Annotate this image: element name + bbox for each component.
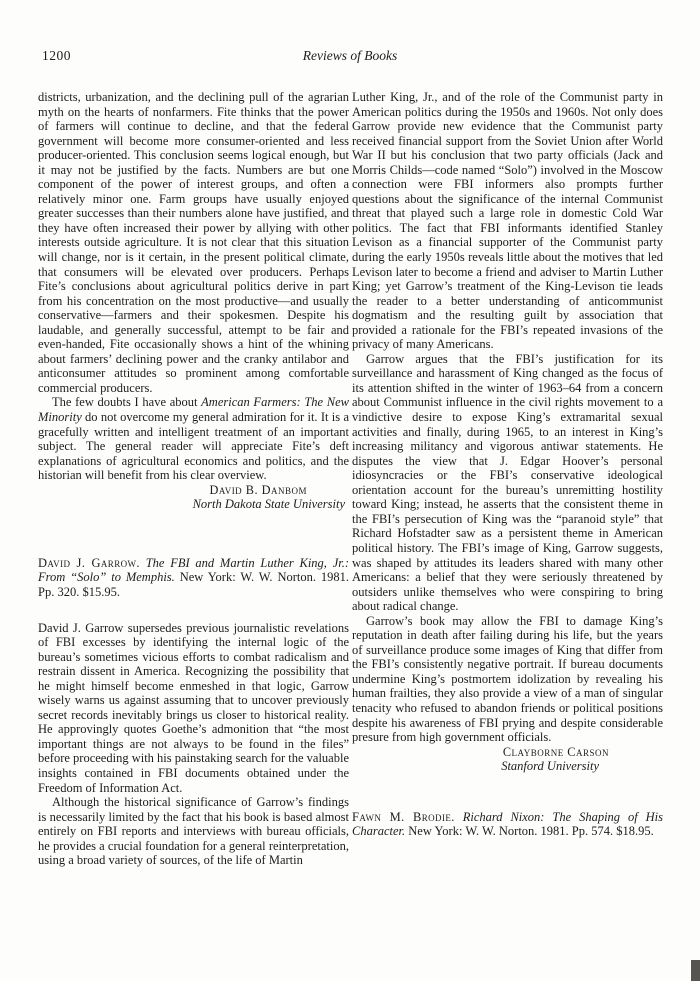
page-header: [0, 48, 700, 64]
citation-imprint: New York: W. W. Norton. 1981. Pp. 574. $18.95.: [408, 824, 654, 839]
reviewer-signature: [352, 745, 663, 774]
paragraph: [38, 395, 349, 482]
reviewer-name: Clayborne Carson: [502, 744, 609, 759]
book-citation: [38, 556, 349, 600]
left-column: [38, 90, 349, 868]
reviewer-affiliation: Stanford University: [501, 759, 599, 774]
reviewer-name: David B. Danbom: [209, 482, 307, 497]
citation-author: Fawn M. Brodie.: [352, 809, 455, 824]
book-citation: [352, 810, 663, 839]
paragraph-text: The few doubts I have about: [52, 395, 202, 410]
citation-imprint: New York: W. W. Norton. 1981. Pp. 320. $15.95.: [38, 570, 350, 599]
scan-edge-artifact: [691, 960, 700, 981]
paragraph: Garrow’s book may allow the FBI to damage King’s reputation in death after failing during his life, but the years of surveillance produce some images of King that differ from the FBI’s consistently negative portrait. If bureau documents undermine King’s postmortem idolization by revealing his human frailties, they also provide a view of a man of singular tenacity who refused to abandon friends or political positions despite his awareness of FBI prying and despite considerable presure from high government officials.: [352, 613, 663, 745]
paragraph: David J. Garrow supersedes previous journalistic revelations of FBI excesses by identifying the internal logic of the bureau’s sometimes vicious efforts to combat radicalism and restrain dissent in America. Recognizing the possibility that he might himself become enmeshed in that logic, Garrow wisely warns us against assuming that to uncover previously secret records inevitably brings us closer to historical reality. He approvingly quotes Goethe’s admonition that “the most important things are not always to be found in the files” before proceeding with his painstaking search for the valuable insights contained in FBI documents obtained under the Freedom of Information Act.: [38, 620, 349, 795]
paragraph: Garrow argues that the FBI’s justification for its surveillance and harassment of King changed as the focus of its attention shifted in the winter of 1963–64 from a concern about Communist influence in the civil rights movement to a vindictive desire to expose King’s extramarital sexual activities and finally, during 1965, to an interest in King’s increasing militancy and vigorous antiwar statements. He disputes the view that J. Edgar Hoover’s personal idiosyncracies or the FBI’s conservative ideological orientation account for the bureau’s unremitting hostility toward King; instead, he asserts that the consistent theme in the FBI’s persecution of King was the “paranoid style” that Richard Hofstadter saw as a persistent theme in American political history. The FBI’s image of King, Garrow suggests, was shaped by attitudes its leaders shared with many other Americans: a belief that they were seriously threatened by outsiders unlike themselves who were conspiring to bring about radical change.: [352, 351, 663, 614]
reviewer-affiliation: North Dakota State University: [192, 497, 345, 512]
citation-title: The FBI and Martin Luther King, Jr.: From “Solo” to Memphis.: [38, 555, 350, 585]
reviewer-signature: [38, 483, 349, 512]
running-title: Reviews of Books: [302, 48, 398, 63]
paragraph-continuation: districts, urbanization, and the declining pull of the agrarian myth on the hearts of nonfarmers. Fite thinks that the power of farmers will continue to decline, and that the federal government will become more consumer-oriented and less producer-oriented. This conclusion seems logical enough, but it may not be justified by the facts. Numbers are but one component of the power of interest groups, and often a relatively minor one. Farm groups have usually enjoyed greater successes than their numbers alone have justified, and they have often increased their power by allying with other interests outside agriculture. It is not clear that this situation will change, nor is it certain, in the present political climate, that consumers will be elevated over producers. Perhaps Fite’s conclusions about agricultural politics derive in part from his concentration on the most productive—and usually conservative—farmers and their spokesmen. Despite his laudable, and generally successful, attempt to be fair and even-handed, Fite occasionally shows a hint of the whining about farmers’ declining power and the cranky antilabor and anticonsumer attitudes so prominent among comfortable commercial producers.: [38, 90, 349, 395]
citation-author: David J. Garrow.: [38, 555, 140, 570]
citation-title: Richard Nixon: The Shaping of His Character.: [352, 809, 663, 839]
paragraph-text: do not overcome my general admiration for it. It is a gracefully written and intelligent treatment of an important subject. The general reader will appreciate Fite’s deft explanations of agricultural economics and politics, and the historian will benefit from his clear overview.: [38, 410, 349, 483]
right-column: [352, 90, 663, 839]
paragraph-continuation: Luther King, Jr., and of the role of the Communist party in American politics during the 1950s and 1960s. Not only does Garrow provide new evidence that the Communist party received financial support from the Soviet Union after World War II but his conclusion that two party officials (Jack and Morris Childs—code named “Solo”) involved in the Moscow connection were FBI informers also prompts further questions about the significance of the internal Communist threat that played such a large role in domestic Cold War politics. The fact that FBI informants identified Stanley Levison as a financial supporter of the Communist party during the early 1950s reveals little about the motives that led Levison later to become a friend and adviser to Martin Luther King; yet Garrow’s treatment of the King-Levison tie leads the reader to a better understanding of anticommunist dogmatism and the resulting guilt by association that provided a rationale for the FBI’s repeated invasions of the privacy of many Americans.: [352, 90, 663, 352]
page-number: 1200: [42, 48, 71, 63]
paragraph: Although the historical significance of Garrow’s findings is necessarily limited by the fact that his book is based almost entirely on FBI reports and interviews with bureau officials, he provides a crucial foundation for a general reinterpretation, using a broad variety of sources, of the life of Martin: [38, 795, 349, 868]
book-title-inline: American Farmers: The New Minority: [38, 395, 349, 425]
